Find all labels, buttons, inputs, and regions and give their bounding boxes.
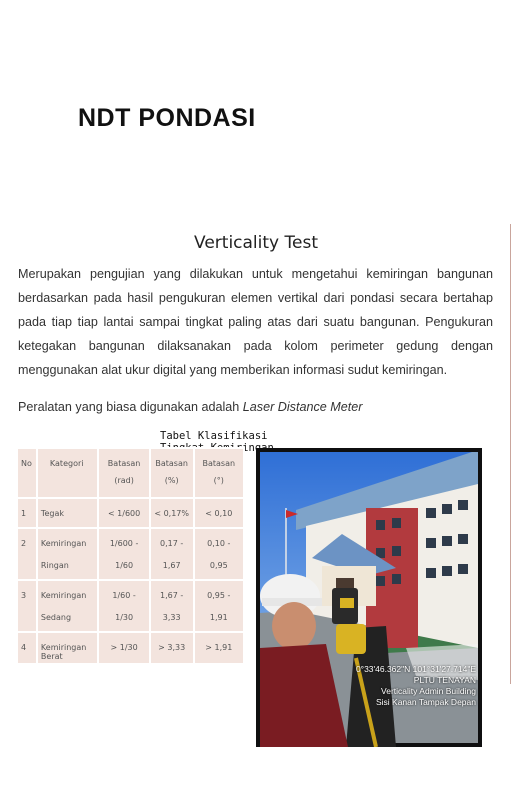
tools-name: Laser Distance Meter (242, 400, 363, 414)
cell-category-line1: Kemiringan (40, 539, 87, 548)
table-row (17, 632, 244, 664)
cell-category-line2: Ringan (40, 561, 69, 570)
cell-rad: > 1/30 (98, 632, 149, 664)
cell-no: 3 (17, 580, 37, 632)
header-limit-rad (98, 448, 149, 498)
table-caption: Tabel Klasifikasi (160, 430, 268, 442)
cell-deg: < 0,10 (194, 498, 244, 528)
cell-category: Tegak (37, 498, 99, 528)
cell-pct: 1,67 - 3,33 (150, 580, 194, 632)
classification-table (16, 447, 245, 665)
cell-deg: 0,95 - 1,91 (194, 580, 244, 632)
site-photo (256, 448, 482, 747)
table-row (17, 498, 244, 528)
right-border-rule (510, 224, 511, 684)
cell-pct: > 3,33 (150, 632, 194, 664)
photo-caption-line1: Verticality Admin Building (381, 686, 476, 696)
cell-category: Kemiringan Berat (37, 632, 99, 664)
cell-no: 1 (17, 498, 37, 528)
header-category: Kategori (37, 448, 99, 498)
cell-rad: 1/600 - 1/60 (98, 528, 149, 580)
cell-rad: < 1/600 (98, 498, 149, 528)
cell-pct: < 0,17% (150, 498, 194, 528)
cell-deg: 0,10 - 0,95 (194, 528, 244, 580)
table-header-row (17, 448, 244, 498)
header-limit-rad-line1: Batasan (107, 459, 141, 468)
header-no: No (17, 448, 37, 498)
table-row (17, 580, 244, 632)
header-limit-deg: Batasan (°) (194, 448, 244, 498)
page-title: NDT PONDASI (78, 104, 256, 132)
header-limit-rad-line2: (rad) (114, 476, 134, 485)
cell-category (37, 580, 99, 632)
photo-coordinates: 0°33'46.362"N 101°31'27.714"E (355, 664, 476, 674)
cell-no: 4 (17, 632, 37, 664)
table-row (17, 528, 244, 580)
section-title: Verticality Test (194, 233, 318, 253)
cell-no: 2 (17, 528, 37, 580)
header-limit-pct (150, 448, 194, 498)
header-limit-pct-line2: (%) (164, 476, 179, 485)
cell-pct: 0,17 - 1,67 (150, 528, 194, 580)
tools-prefix: Peralatan yang biasa digunakan adalah (18, 400, 243, 414)
photo-caption-line2: Sisi Kanan Tampak Depan (375, 697, 476, 707)
cell-category (37, 528, 99, 580)
cell-rad: 1/60 - 1/30 (98, 580, 149, 632)
photo-location: PLTU TENAYAN (413, 675, 476, 685)
section-description: Merupakan pengujian yang dilakukan untuk mengetahui kemiringan bangunan berdasarkan pada hasil pengukuran elemen vertikal dari pondasi secara bertahap pada tiap tiap lantai sampai tingkat paling atas dari suatu bangunan. Pengukuran ketegakan bangunan dilaksanakan pada kolom perimeter gedung dengan menggunakan alat ukur digital yang memberikan informasi sudut kemiringan. (18, 267, 493, 377)
header-limit-pct-line1: Batasan (155, 459, 188, 468)
cell-category-line1: Kemiringan (40, 591, 87, 600)
tools-line (18, 400, 362, 414)
cell-deg: > 1,91 (194, 632, 244, 664)
cell-category-line2: Sedang (40, 613, 72, 622)
